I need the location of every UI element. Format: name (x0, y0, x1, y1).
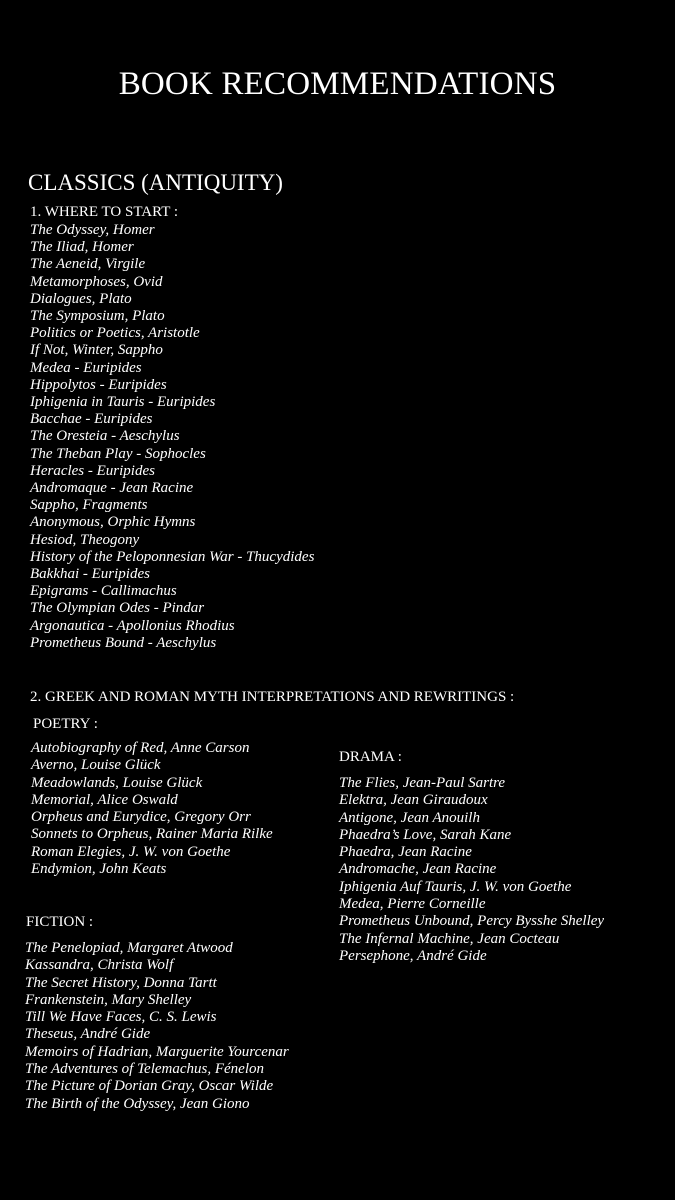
book-item: Persephone, André Gide (339, 947, 487, 964)
book-item: Hesiod, Theogony (30, 531, 140, 548)
book-item: Bacchae - Euripides (30, 411, 153, 428)
book-item: Autobiography of Red, Anne Carson (31, 740, 250, 756)
book-item: Meadowlands, Louise Glück (31, 774, 203, 791)
book-item: The Olympian Odes - Pindar (30, 600, 205, 617)
book-item: The Oresteia - Aeschylus (30, 428, 180, 445)
book-item: Prometheus Bound - Aeschylus (30, 634, 217, 651)
page-title: BOOK RECOMMENDATIONS (118, 66, 557, 102)
book-item: Till We Have Faces, C. S. Lewis (25, 1009, 217, 1026)
book-item: Endymion, John Keats (31, 861, 167, 878)
book-item: If Not, Winter, Sappho (30, 342, 163, 359)
fiction-heading: FICTION : (26, 914, 94, 930)
book-item: Memoirs of Hadrian, Marguerite Yourcenar (25, 1043, 289, 1060)
book-item: Phaedra, Jean Racine (339, 844, 472, 861)
book-item: The Adventures of Telemachus, Fénelon (25, 1061, 264, 1078)
book-item: The Theban Play - Sophocles (30, 445, 206, 462)
book-item: Epigrams - Callimachus (30, 583, 177, 600)
book-item: Argonautica - Apollonius Rhodius (30, 617, 235, 634)
book-item: Heracles - Euripides (30, 462, 155, 479)
book-item: Prometheus Unbound, Percy Bysshe Shelley (339, 913, 605, 930)
book-item: Sappho, Fragments (30, 497, 148, 514)
poetry-heading: POETRY : (33, 716, 98, 732)
book-item: Orpheus and Eurydice, Gregory Orr (31, 809, 251, 826)
book-item: Medea, Pierre Corneille (339, 896, 486, 913)
book-item: Politics or Poetics, Aristotle (30, 325, 200, 342)
book-item: The Odyssey, Homer (30, 222, 155, 238)
book-item: Antigone, Jean Anouilh (339, 809, 480, 826)
section-title: CLASSICS (ANTIQUITY) (28, 170, 283, 195)
book-item: Sonnets to Orpheus, Rainer Maria Rilke (31, 826, 273, 843)
book-item: The Aeneid, Virgile (30, 256, 146, 273)
book-item: History of the Peloponnesian War - Thucydides (30, 548, 315, 565)
book-item: Andromache, Jean Racine (339, 861, 497, 878)
book-item: Frankenstein, Mary Shelley (25, 991, 192, 1008)
book-item: The Infernal Machine, Jean Cocteau (339, 930, 560, 947)
book-item: The Secret History, Donna Tartt (25, 974, 217, 991)
book-item: The Picture of Dorian Gray, Oscar Wilde (25, 1078, 274, 1095)
drama-list (339, 775, 604, 965)
book-item: Memorial, Alice Oswald (31, 791, 178, 808)
book-item: Theseus, André Gide (25, 1026, 151, 1043)
book-item: The Iliad, Homer (30, 239, 134, 256)
book-item: The Birth of the Odyssey, Jean Giono (25, 1095, 250, 1112)
book-item: Medea - Euripides (30, 359, 142, 376)
where-to-start-list (30, 222, 314, 652)
book-item: Phaedra’s Love, Sarah Kane (339, 826, 512, 843)
book-item: The Flies, Jean-Paul Sartre (339, 775, 506, 791)
drama-heading: DRAMA : (339, 749, 402, 765)
book-item: Iphigenia Auf Tauris, J. W. von Goethe (339, 878, 572, 895)
fiction-list (25, 940, 289, 1113)
book-item: The Penelopiad, Margaret Atwood (25, 940, 233, 956)
book-item: Iphigenia in Tauris - Euripides (30, 394, 216, 411)
book-item: Elektra, Jean Giraudoux (339, 792, 488, 809)
myth-rewritings-heading: 2. GREEK AND ROMAN MYTH INTERPRETATIONS AND REWRITINGS : (30, 689, 515, 705)
book-item: Andromaque - Jean Racine (30, 480, 194, 497)
book-item: Roman Elegies, J. W. von Goethe (31, 843, 231, 860)
where-to-start-heading: 1. WHERE TO START : (30, 204, 179, 220)
book-item: The Symposium, Plato (30, 308, 165, 325)
book-item: Anonymous, Orphic Hymns (30, 514, 196, 531)
book-item: Metamorphoses, Ovid (30, 273, 163, 290)
book-item: Hippolytos - Euripides (30, 376, 167, 393)
book-item: Dialogues, Plato (30, 290, 132, 307)
book-item: Averno, Louise Glück (31, 757, 161, 774)
book-item: Kassandra, Christa Wolf (25, 957, 174, 974)
book-item: Bakkhai - Euripides (30, 566, 150, 583)
poetry-list (31, 740, 273, 878)
